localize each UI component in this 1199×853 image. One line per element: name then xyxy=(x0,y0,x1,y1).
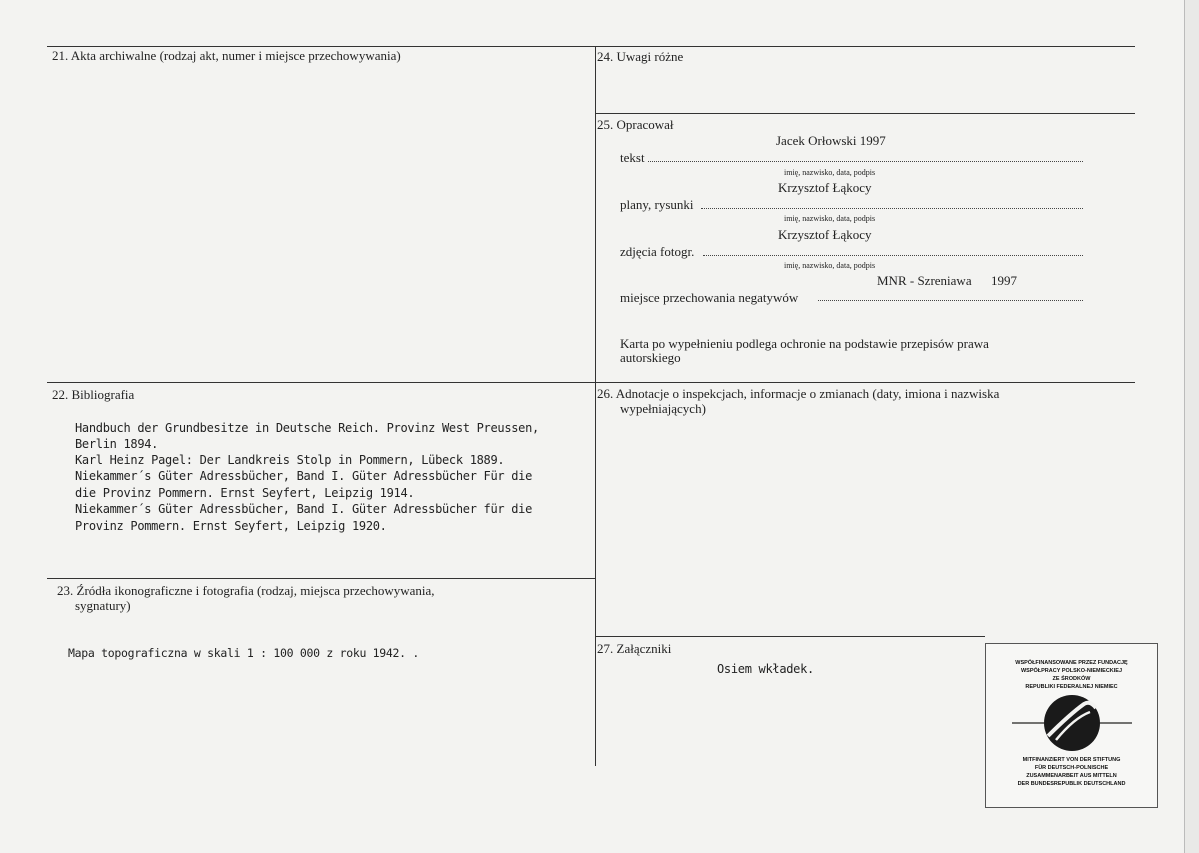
section26-title-2: wypełniających) xyxy=(620,401,706,416)
copyright-note-1: Karta po wypełnieniu podlega ochronie na podstawie przepisów prawa xyxy=(620,336,989,351)
zdjecia-caption: imię, nazwisko, data, podpis xyxy=(784,261,876,270)
section23-title-1: 23. Źródła ikonograficzne i fotografia (rodzaj, miejsca przechowywania, xyxy=(57,583,435,598)
biblio-line-3: Karl Heinz Pagel: Der Landkreis Stolp in Pommern, Lübeck 1889. xyxy=(75,453,505,467)
section27-content: Osiem wkładek. xyxy=(717,662,814,676)
tekst-value: Jacek Orłowski 1997 xyxy=(776,133,886,148)
copyright-note-2: autorskiego xyxy=(620,350,681,365)
biblio-line-5: die Provinz Pommern. Ernst Seyfert, Leipzig 1914. xyxy=(75,486,415,500)
negatywy-year: 1997 xyxy=(991,273,1017,288)
rule-22-26 xyxy=(47,382,1135,383)
plany-dots xyxy=(701,208,1083,209)
section27-title: 27. Załączniki xyxy=(597,641,672,656)
biblio-line-7: Provinz Pommern. Ernst Seyfert, Leipzig 1920. xyxy=(75,519,387,533)
foundation-logo xyxy=(985,643,1158,808)
logo-top-1: WSPÓŁFINANSOWANE PRZEZ FUNDACJĘ xyxy=(1015,660,1128,666)
section25-title: 25. Opracował xyxy=(597,117,674,132)
rule-24-25 xyxy=(595,113,1135,114)
section23-content: Mapa topograficzna w skali 1 : 100 000 z roku 1942. . xyxy=(68,646,420,660)
tekst-caption: imię, nazwisko, data, podpis xyxy=(784,168,876,177)
biblio-line-4: Niekammer´s Güter Adressbücher, Band I. Güter Adressbücher Für die xyxy=(75,469,533,483)
top-rule-right xyxy=(595,46,1135,47)
negatywy-dots xyxy=(818,300,1083,301)
logo-bottom-3: ZUSAMMENARBEIT AUS MITTELN xyxy=(1026,773,1117,779)
page-edge xyxy=(1184,0,1199,853)
biblio-line-2: Berlin 1894. xyxy=(75,437,159,451)
center-divider xyxy=(595,46,596,766)
plany-label: plany, rysunki xyxy=(620,197,694,212)
section22-title: 22. Bibliografia xyxy=(52,387,135,402)
logo-top-3: ZE ŚRODKÓW xyxy=(1052,676,1091,682)
negatywy-label: miejsce przechowania negatywów xyxy=(620,290,799,305)
plany-caption: imię, nazwisko, data, podpis xyxy=(784,214,876,223)
logo-top-4: REPUBLIKI FEDERALNEJ NIEMIEC xyxy=(1025,684,1118,690)
biblio-line-1: Handbuch der Grundbesitze in Deutsche Reich. Provinz West Preussen, xyxy=(75,421,539,435)
zdjecia-label: zdjęcia fotogr. xyxy=(620,244,695,259)
zdjecia-dots xyxy=(703,255,1083,256)
tekst-dots xyxy=(648,161,1083,162)
section23-title-2: sygnatury) xyxy=(75,598,131,613)
plany-value: Krzysztof Łąkocy xyxy=(778,180,872,195)
section24-title: 24. Uwagi różne xyxy=(597,49,684,64)
section21-title: 21. Akta archiwalne (rodzaj akt, numer i miejsce przechowywania) xyxy=(52,48,401,63)
rule-27 xyxy=(595,636,985,637)
zdjecia-value: Krzysztof Łąkocy xyxy=(778,227,872,242)
rule-23 xyxy=(47,578,595,579)
logo-bottom-2: FÜR DEUTSCH-POLNISCHE xyxy=(1034,765,1109,771)
section26-title-1: 26. Adnotacje o inspekcjach, informacje o zmianach (daty, imiona i nazwiska xyxy=(597,386,1000,401)
tekst-label: tekst xyxy=(620,150,645,165)
logo-bottom-1: MITFINANZIERT VON DER STIFTUNG xyxy=(1022,757,1121,763)
biblio-line-6: Niekammer´s Güter Adressbücher, Band I. Güter Adressbücher für die xyxy=(75,502,533,516)
logo-top-2: WSPÓŁPRACY POLSKO-NIEMIECKIEJ xyxy=(1020,668,1123,674)
logo-bottom-4: DER BUNDESREPUBLIK DEUTSCHLAND xyxy=(1017,781,1126,787)
top-rule-left xyxy=(47,46,595,47)
negatywy-value: MNR - Szreniawa xyxy=(877,273,972,288)
